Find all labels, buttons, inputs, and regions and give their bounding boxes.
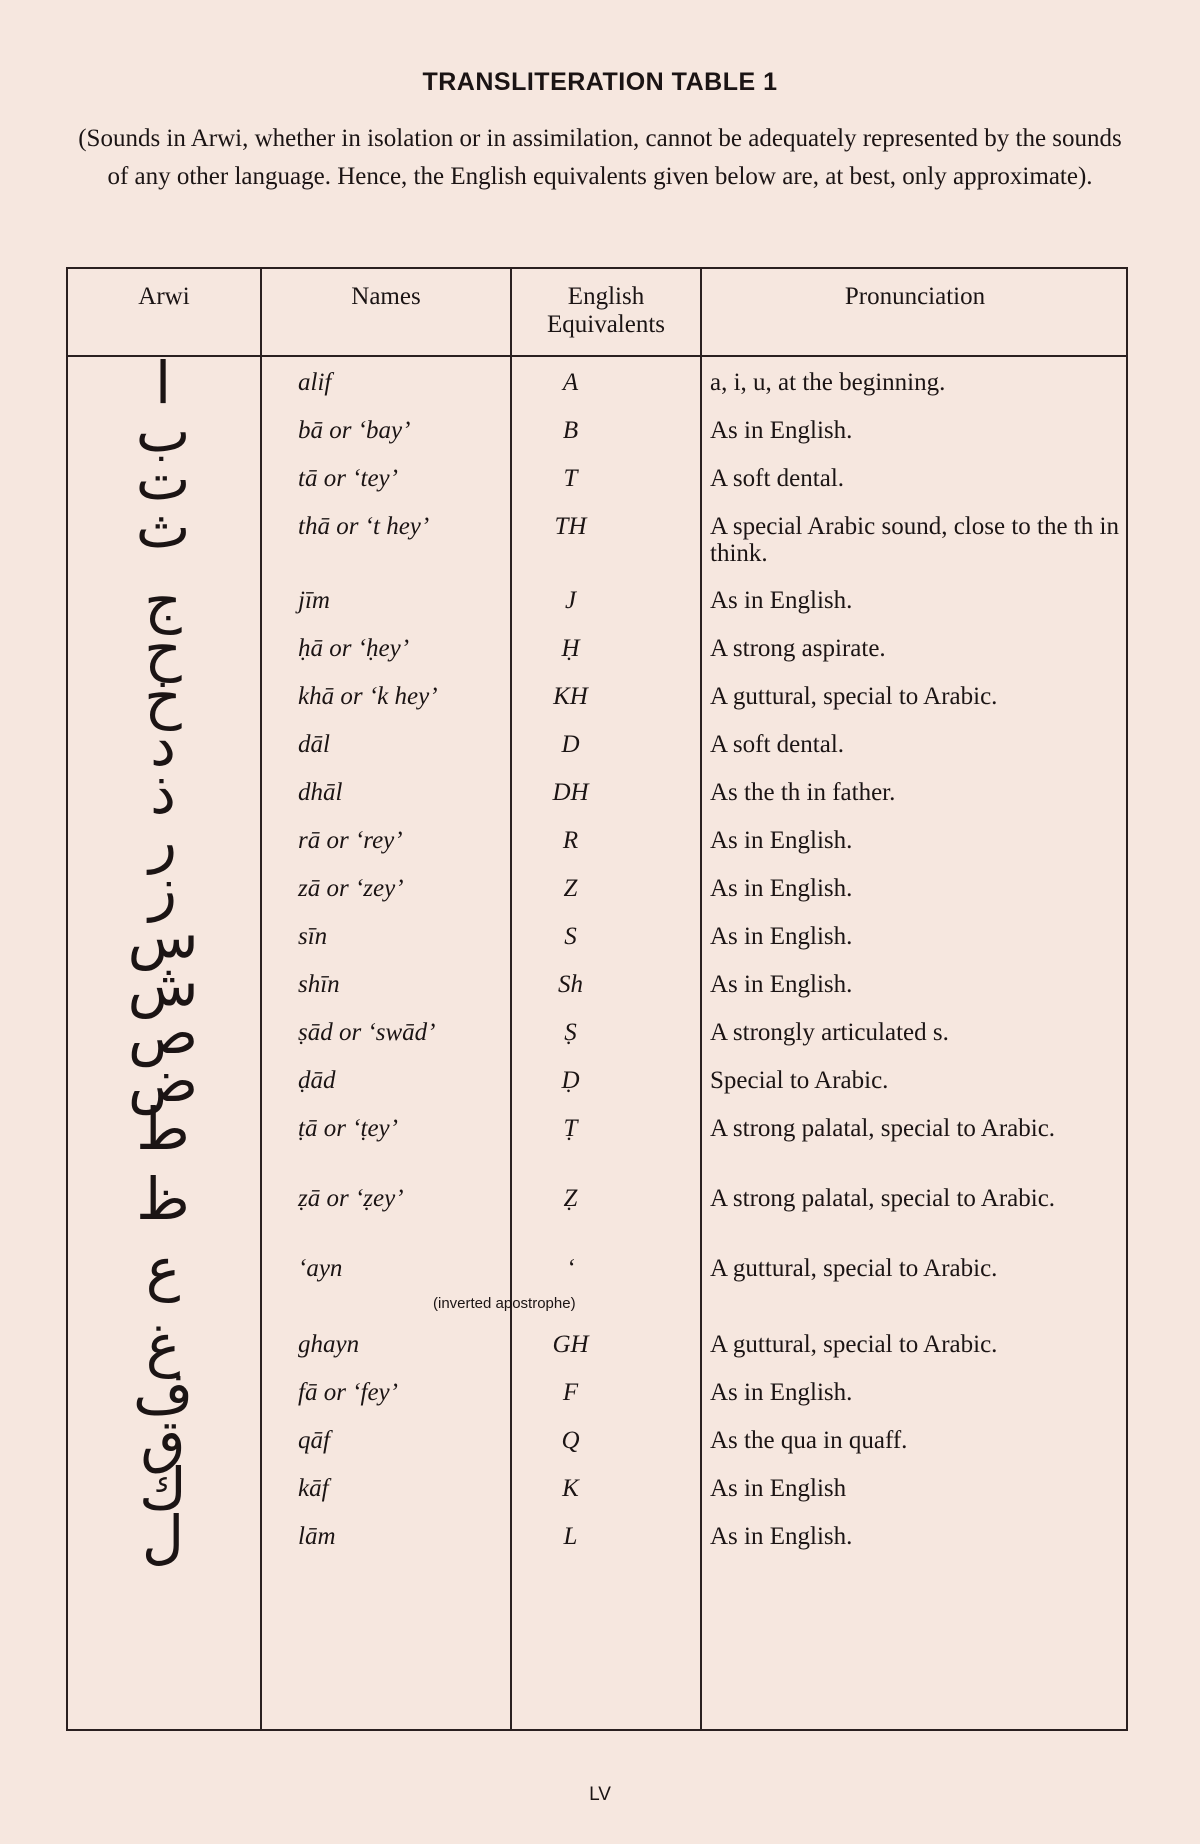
pronunciation-text: As in English. (710, 971, 853, 998)
arwi-letter: ح (144, 615, 182, 683)
header-english-equivalents: English Equivalents (546, 283, 666, 338)
english-equivalent: A (562, 369, 579, 396)
english-equivalent: Q (561, 1427, 580, 1454)
arwi-letter: ط (136, 1095, 190, 1163)
english-equivalent: L (563, 1523, 578, 1550)
arwi-letter: ع (145, 1235, 181, 1303)
letter-name: fā or ‘fey’ (298, 1379, 398, 1406)
pronunciation-text: A special Arabic sound, close to the th in think. (710, 513, 1119, 567)
pronunciation-text: As in English. (710, 1379, 853, 1406)
letter-name: ṭā or ‘ṭey’ (298, 1115, 398, 1142)
arwi-letter: ز (148, 855, 177, 923)
arwi-letter: ظ (136, 1165, 190, 1233)
pronunciation-text: A guttural, special to Arabic. (710, 683, 998, 710)
pronunciation-text: As the qua in quaff. (710, 1427, 908, 1454)
english-equivalent: TH (554, 513, 587, 540)
english-equivalent: F (562, 1379, 579, 1406)
transliteration-table (66, 267, 1128, 1731)
letter-name: shīn (298, 971, 340, 998)
letter-name: sīn (298, 923, 328, 950)
pronunciation-text: As in English. (710, 923, 853, 950)
pronunciation-text: A strong aspirate. (710, 635, 886, 662)
arwi-letter: ر (148, 807, 177, 875)
header-pronunciation: Pronunciation (844, 283, 986, 310)
table-caption: (Sounds in Arwi, whether in isolation or in assimilation, cannot be adequately represented by the sounds of any other language. Hence, the English equivalents given below are, at best, only approximate). (78, 125, 1122, 190)
arwi-letter: ض (127, 1047, 199, 1115)
pronunciation-text: A guttural, special to Arabic. (710, 1255, 998, 1282)
letter-name: ṣād or ‘swād’ (298, 1019, 436, 1046)
pronunciation-text: A soft dental. (710, 731, 845, 758)
arwi-letter: ث (135, 493, 191, 561)
arwi-letter: ا (154, 349, 172, 417)
letter-name: tā or ‘tey’ (298, 465, 398, 492)
pronunciation-text: As the th in father. (710, 779, 896, 806)
column-divider (260, 269, 262, 1729)
letter-name: ḍād (298, 1067, 336, 1094)
letter-name: alif (298, 369, 332, 396)
page-title: TRANSLITERATION TABLE 1 (422, 68, 778, 96)
english-equivalent: B (562, 417, 579, 444)
letter-name: zā or ‘zey’ (298, 875, 404, 902)
pronunciation-text: A soft dental. (710, 465, 845, 492)
english-equivalent: Ṭ (563, 1115, 578, 1142)
letter-name: jīm (298, 587, 330, 614)
arwi-letter: ك (139, 1455, 187, 1523)
english-equivalent: T (563, 465, 578, 492)
letter-name: thā or ‘t hey’ (298, 513, 430, 540)
pronunciation-text: A strong palatal, special to Arabic. (710, 1115, 1056, 1142)
pronunciation-text: As in English. (710, 1523, 853, 1550)
arwi-letter: ق (140, 1407, 186, 1475)
arwi-letter: ت (135, 445, 191, 513)
english-equivalent: Ḥ (561, 635, 580, 662)
pronunciation-text: A strongly articulated s. (710, 1019, 949, 1046)
equivalent-note: (inverted apostrophe) (433, 1295, 576, 1312)
column-divider (700, 269, 702, 1729)
english-equivalent: DH (552, 779, 589, 806)
letter-name: bā or ‘bay’ (298, 417, 411, 444)
pronunciation-text: As in English. (710, 417, 853, 444)
pronunciation-text: A strong palatal, special to Arabic. (710, 1185, 1056, 1212)
letter-name: ḥā or ‘ḥey’ (298, 635, 410, 662)
arwi-letter: د (150, 711, 176, 779)
letter-name: ‘ayn (298, 1255, 343, 1282)
english-equivalent: J (564, 587, 577, 614)
english-equivalent: Ṣ (564, 1019, 577, 1046)
arwi-letter: ذ (150, 759, 176, 827)
pronunciation-text: As in English. (710, 827, 853, 854)
letter-name: khā or ‘k hey’ (298, 683, 438, 710)
arwi-letter: خ (144, 663, 182, 731)
pronunciation-text: Special to Arabic. (710, 1067, 889, 1094)
pronunciation-text: As in English (710, 1475, 847, 1502)
header-names: Names (351, 283, 421, 310)
english-equivalent: GH (552, 1331, 589, 1358)
arwi-letter: س (127, 903, 199, 971)
english-equivalent: Z (563, 875, 578, 902)
english-equivalent: D (561, 731, 580, 758)
english-equivalent: KH (553, 683, 588, 710)
header-arwi: Arwi (138, 283, 190, 310)
english-equivalent: K (562, 1475, 579, 1502)
pronunciation-text: A guttural, special to Arabic. (710, 1331, 998, 1358)
english-equivalent: Ḍ (561, 1067, 580, 1094)
arwi-letter: ش (127, 951, 199, 1019)
letter-name: dāl (298, 731, 330, 758)
letter-name: ghayn (298, 1331, 360, 1358)
pronunciation-text: a, i, u, at the beginning. (710, 369, 946, 396)
pronunciation-text: As in English. (710, 587, 853, 614)
english-equivalent: Sh (558, 971, 583, 998)
arwi-letter: ف (132, 1359, 194, 1427)
english-equivalent: S (564, 923, 577, 950)
arwi-letter: غ (145, 1311, 181, 1379)
letter-name: rā or ‘rey’ (298, 827, 403, 854)
english-equivalent: Ẓ (563, 1185, 578, 1212)
arwi-letter: ل (141, 1503, 185, 1571)
page-number: LV (589, 1784, 611, 1805)
letter-name: qāf (298, 1427, 330, 1454)
letter-name: dhāl (298, 779, 343, 806)
letter-name: lām (298, 1523, 336, 1550)
arwi-letter: ج (144, 567, 182, 635)
arwi-letter: ص (127, 999, 199, 1067)
arwi-letter: ب (135, 397, 191, 465)
english-equivalent: R (562, 827, 579, 854)
letter-name: kāf (298, 1475, 329, 1502)
pronunciation-text: As in English. (710, 875, 853, 902)
letter-name: ẓā or ‘ẓey’ (298, 1185, 404, 1212)
english-equivalent: ‘ (566, 1255, 575, 1282)
